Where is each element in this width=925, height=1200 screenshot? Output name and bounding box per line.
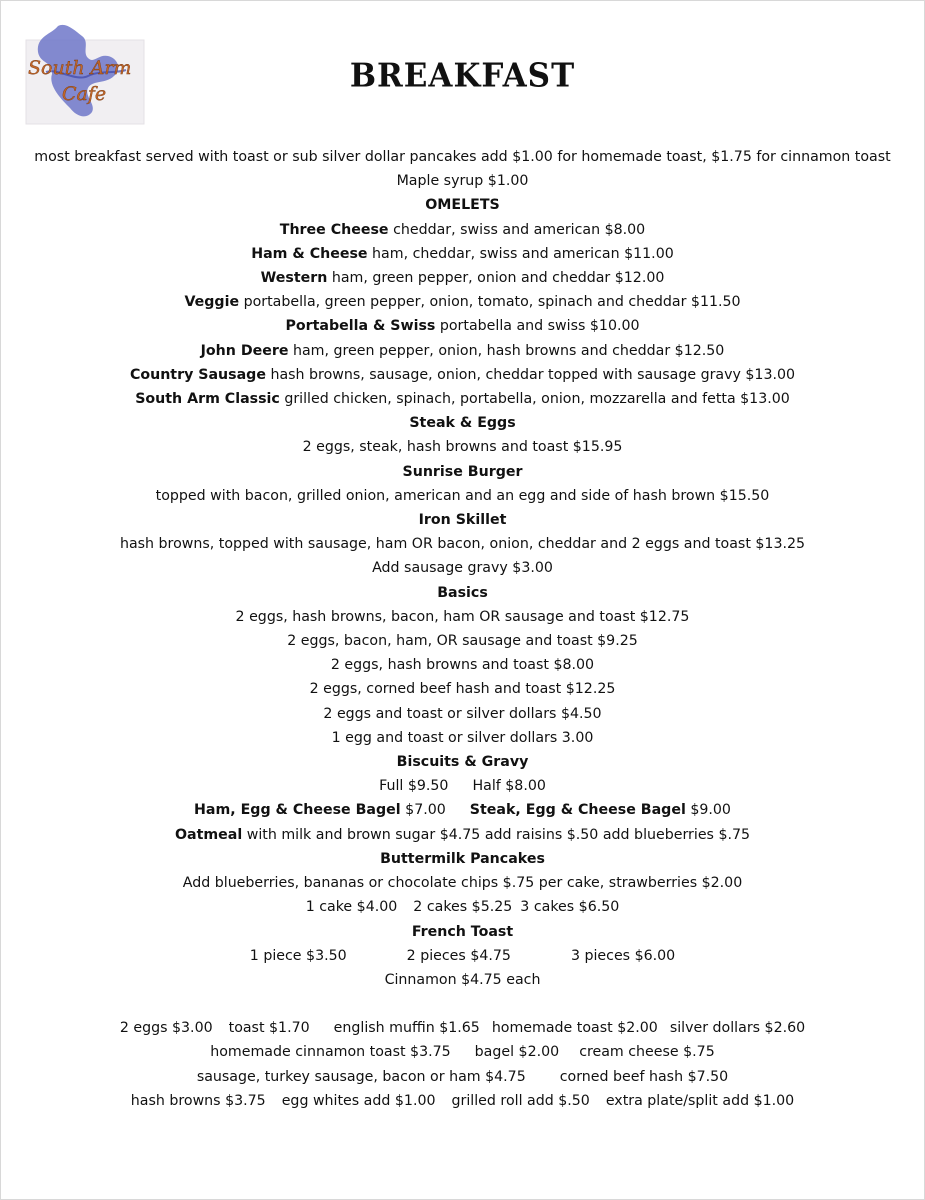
side-item: homemade cinnamon toast $3.75 [210,1044,451,1061]
item-name: Country Sausage [129,366,266,383]
svg-text:South Arm: South Arm [28,57,132,79]
skillet-desc: hash browns, topped with sausage, ham OR bacon, onion, cheddar and 2 eggs and toast $13.25 [119,536,806,553]
sides-row [0,1089,925,1113]
menu-item [0,363,925,387]
french-toast-three: 3 pieces $6.00 [570,947,676,964]
oatmeal-line [0,823,925,847]
item-desc: cheddar, swiss and american $8.00 [388,221,646,238]
item-name: Portabella & Swiss [285,318,436,335]
biscuits-heading: Biscuits & Gravy [396,754,529,771]
french-toast-cinnamon: Cinnamon $4.75 each [384,971,541,988]
skillet-addon: Add sausage gravy $3.00 [372,560,553,577]
side-item: silver dollars $2.60 [669,1020,806,1037]
sides-row [0,1040,925,1064]
item-desc: grilled chicken, spinach, portabella, onion, mozzarella and fetta $13.00 [279,391,790,408]
sides-row [0,1065,925,1089]
french-toast-one: 1 piece $3.50 [249,947,347,964]
side-item: english muffin $1.65 [333,1020,480,1037]
item-name: Western [260,270,328,287]
item-name: John Deere [200,342,289,359]
item-name: South Arm Classic [135,391,280,408]
side-item: hash browns $3.75 [130,1092,266,1109]
menu-item [0,218,925,242]
steak-bagel-name: Steak, Egg & Cheese Bagel [469,802,686,819]
pancakes-heading: Buttermilk Pancakes [380,850,545,867]
burger-desc: topped with bacon, grilled onion, american and an egg and side of hash brown $15.50 [155,487,770,504]
side-item: extra plate/split add $1.00 [605,1092,795,1109]
syrup-line: Maple syrup $1.00 [396,173,529,190]
pancakes-prices [0,895,925,919]
biscuits-full: Full $9.50 [379,778,449,795]
basics-item: 2 eggs, hash browns, bacon, ham OR sausage and toast $12.75 [235,608,690,625]
item-desc: portabella and swiss $10.00 [435,318,640,335]
item-desc: portabella, green pepper, onion, tomato, spinach and cheddar $11.50 [239,294,741,311]
menu-item [0,339,925,363]
basics-item: 2 eggs, hash browns and toast $8.00 [330,657,595,674]
basics-item: 2 eggs, bacon, ham, OR sausage and toast $9.25 [287,633,638,650]
steak-desc: 2 eggs, steak, hash browns and toast $15.95 [302,439,623,456]
side-item: 2 eggs $3.00 [119,1020,213,1037]
menu-item [0,290,925,314]
ham-bagel-name: Ham, Egg & Cheese Bagel [194,802,401,819]
svg-text:Cafe: Cafe [62,83,107,105]
pancake-two: 2 cakes $5.25 [413,899,513,916]
sides-row [0,1016,925,1040]
menu-item [0,266,925,290]
basics-heading: Basics [437,584,488,601]
menu-body [0,145,925,1113]
side-item: bagel $2.00 [474,1044,560,1061]
bagels-line [0,798,925,822]
side-item: homemade toast $2.00 [491,1020,658,1037]
french-toast-two: 2 pieces $4.75 [406,947,511,964]
page-title: BREAKFAST [349,57,576,95]
steak-heading: Steak & Eggs [409,415,516,432]
omelets-heading: OMELETS [425,197,500,214]
item-name: Three Cheese [279,221,389,238]
intro-note: most breakfast served with toast or sub silver dollar pancakes add $1.00 for homemade toast, $1.75 for cinnamon toast [34,149,891,165]
skillet-heading: Iron Skillet [418,512,507,529]
pancakes-addons: Add blueberries, bananas or chocolate chips $.75 per cake, strawberries $2.00 [182,875,743,892]
side-item: sausage, turkey sausage, bacon or ham $4.75 [196,1068,526,1085]
pancake-three: 3 cakes $6.50 [520,899,620,916]
side-item: cream cheese $.75 [579,1044,715,1061]
biscuits-half: Half $8.00 [472,778,546,795]
pancake-one: 1 cake $4.00 [305,899,398,916]
item-desc: ham, green pepper, onion, hash browns and cheddar $12.50 [288,342,725,359]
item-name: Ham & Cheese [251,245,368,262]
biscuits-prices [0,774,925,798]
ham-bagel-price: $7.00 [400,802,446,819]
side-item: toast $1.70 [228,1020,310,1037]
item-desc: ham, green pepper, onion and cheddar $12.00 [327,270,665,287]
item-desc: ham, cheddar, swiss and american $11.00 [367,245,674,262]
oatmeal-desc: with milk and brown sugar $4.75 add raisins $.50 add blueberries $.75 [242,826,751,843]
menu-item [0,314,925,338]
basics-item: 1 egg and toast or silver dollars 3.00 [331,729,594,746]
basics-item: 2 eggs and toast or silver dollars $4.50 [323,705,602,722]
basics-item: 2 eggs, corned beef hash and toast $12.25 [309,681,616,698]
menu-item [0,242,925,266]
steak-bagel-price: $9.00 [685,802,731,819]
side-item: corned beef hash $7.50 [559,1068,729,1085]
item-desc: hash browns, sausage, onion, cheddar topped with sausage gravy $13.00 [265,366,796,383]
french-toast-prices [0,944,925,968]
item-name: Veggie [184,294,240,311]
side-item: grilled roll add $.50 [451,1092,590,1109]
oatmeal-name: Oatmeal [174,826,243,843]
french-toast-heading: French Toast [411,923,514,940]
side-item: egg whites add $1.00 [281,1092,436,1109]
burger-heading: Sunrise Burger [402,463,523,480]
menu-item [0,387,925,411]
